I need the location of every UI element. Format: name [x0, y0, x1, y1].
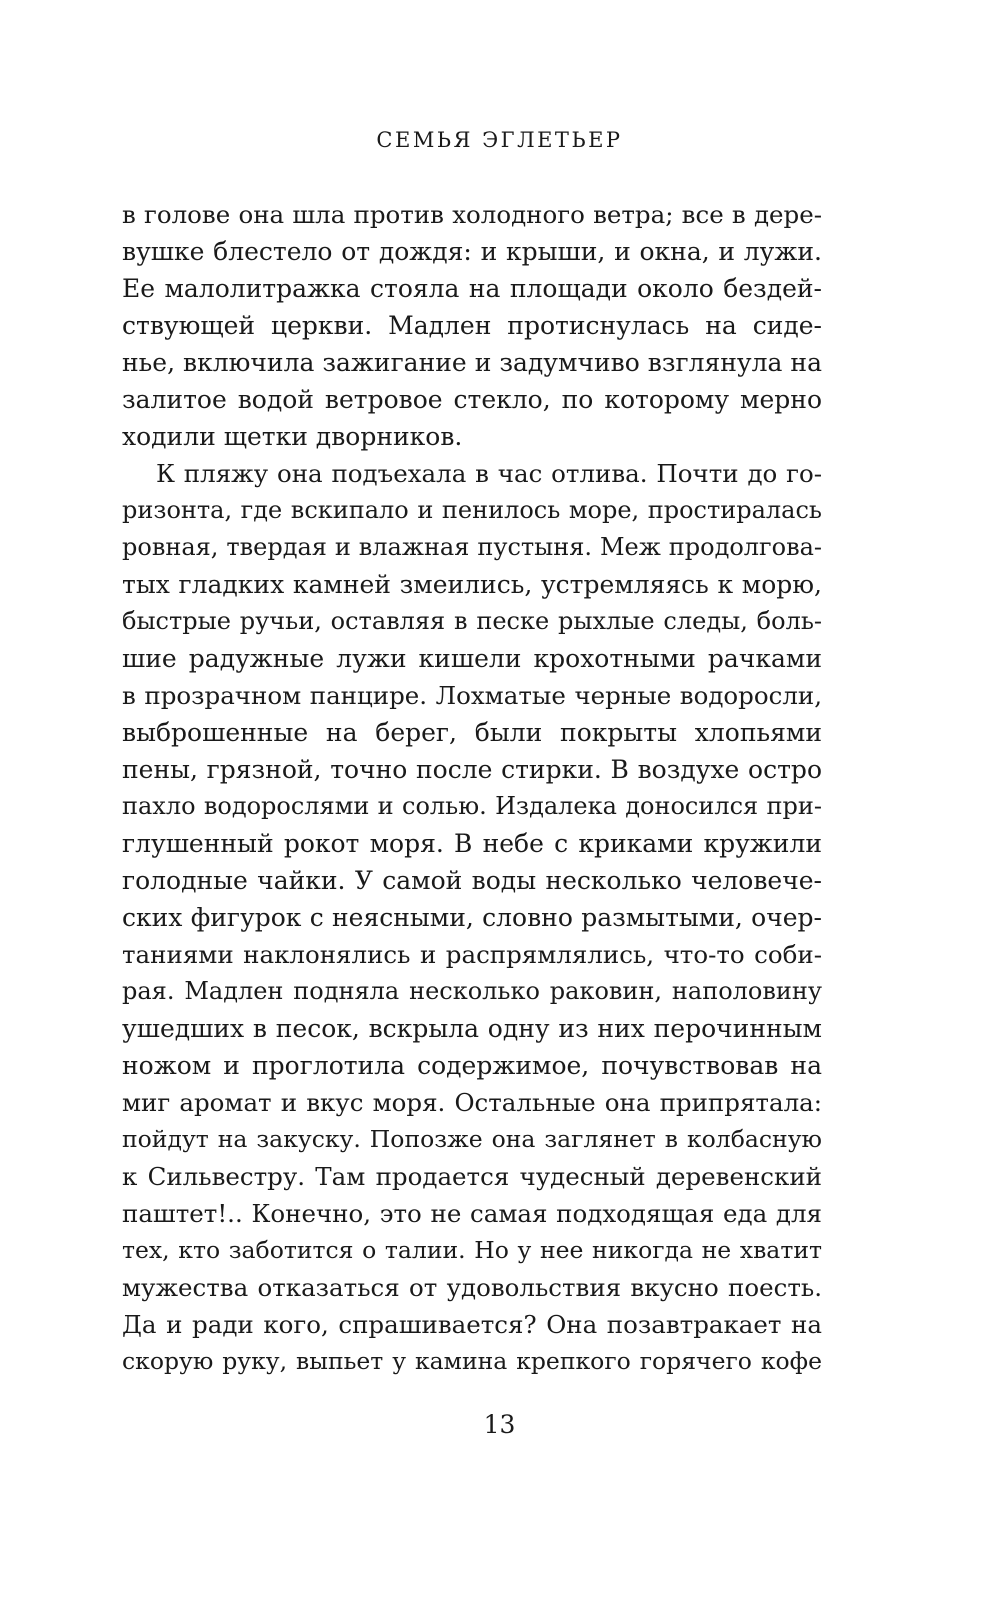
text-line: тых гладких камней змеились, устремляясь к морю,: [122, 570, 822, 599]
text-line: в голове она шла против холодного ветра; все в дере-: [122, 200, 822, 229]
text-line: ствующей церкви. Мадлен протиснулась на сиде-: [122, 311, 822, 340]
text-line: тех, кто заботится о талии. Но у нее никогда не хватит: [122, 1236, 822, 1264]
text-line: таниями наклонялись и распрямлялись, что-то соби-: [122, 940, 822, 969]
text-line: глушенный рокот моря. В небе с криками кружили: [122, 829, 822, 858]
text-line: рая. Мадлен подняла несколько раковин, наполовину: [122, 977, 822, 1005]
text-line: залитое водой ветровое стекло, по которому мерно: [122, 385, 822, 414]
text-line: шие радужные лужи кишели крохотными рачками: [122, 644, 822, 673]
text-line: мужества отказаться от удовольствия вкусно поесть.: [122, 1273, 822, 1302]
text-line: в прозрачном панцире. Лохматые черные водоросли,: [122, 681, 822, 710]
text-line: ножом и проглотила содержимое, почувствовав на: [122, 1051, 822, 1080]
text-line: выброшенные на берег, были покрыты хлопьями: [122, 718, 822, 747]
text-line: нье, включила зажигание и задумчиво взглянула на: [122, 348, 822, 377]
text-line: Ее малолитражка стояла на площади около бездей-: [122, 274, 822, 303]
text-line: к Сильвестру. Там продается чудесный деревенский: [122, 1162, 822, 1191]
text-line: пойдут на закуску. Попозже она заглянет в колбасную: [122, 1125, 822, 1153]
page-number: 13: [483, 1410, 516, 1439]
text-line: Да и ради кого, спрашивается? Она позавтракает на: [122, 1310, 822, 1339]
text-line: быстрые ручьи, оставляя в песке рыхлые следы, боль-: [122, 607, 822, 635]
text-line: К пляжу она подъехала в час отлива. Почти до го-: [156, 459, 822, 488]
text-line: пахло водорослями и солью. Издалека доносился при-: [122, 792, 822, 820]
text-line: голодные чайки. У самой воды несколько человече-: [122, 866, 822, 895]
text-line: миг аромат и вкус моря. Остальные она припрятала:: [122, 1088, 822, 1117]
text-line: ровная, твердая и влажная пустыня. Меж продолгова-: [122, 533, 822, 561]
body-text: [122, 196, 822, 1380]
paragraph: [122, 196, 822, 455]
text-line: ушедших в песок, вскрыла одну из них перочинным: [122, 1014, 822, 1043]
text-line: вушке блестело от дождя: и крыши, и окна, и лужи.: [122, 237, 822, 266]
text-line: ских фигурок с неясными, словно размытыми, очер-: [122, 903, 822, 932]
running-head: СЕМЬЯ ЭГЛЕТЬЕР: [376, 128, 623, 152]
text-line: скорую руку, выпьет у камина крепкого горячего кофе: [122, 1347, 822, 1375]
paragraph: [122, 455, 822, 1380]
text-line: пены, грязной, точно после стирки. В воздухе остро: [122, 755, 822, 784]
text-line: ходили щетки дворников.: [122, 422, 463, 451]
text-line: паштет!.. Конечно, это не самая подходящая еда для: [122, 1199, 822, 1228]
text-line: ризонта, где вскипало и пенилось море, простиралась: [122, 496, 822, 524]
